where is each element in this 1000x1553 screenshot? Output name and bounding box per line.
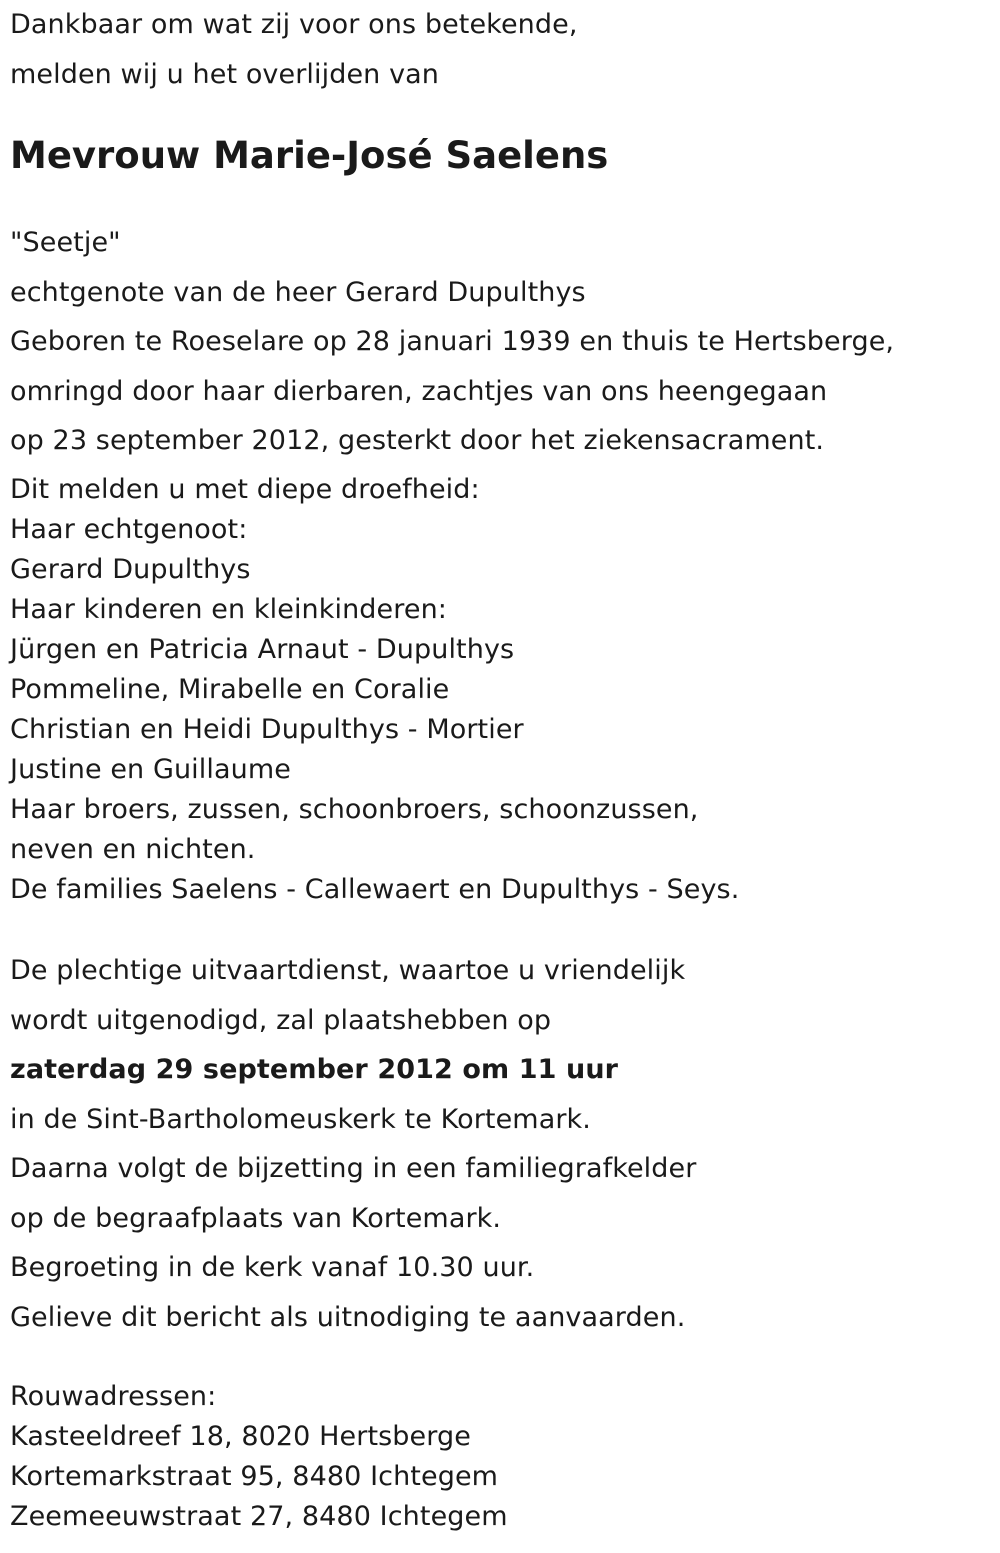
family-line: Christian en Heidi Dupulthys - Mortier <box>10 714 524 745</box>
service-detail-line: in de Sint-Bartholomeuskerk te Kortemark. <box>10 1104 591 1135</box>
bio-line: omringd door haar dierbaren, zachtjes van ons heengegaan <box>10 376 828 407</box>
address-line: Zeemeeuwstraat 27, 8480 Ichtegem <box>10 1501 508 1532</box>
family-line: Haar echtgenoot: <box>10 514 248 545</box>
addresses-heading: Rouwadressen: <box>10 1381 217 1412</box>
service-detail-line: Daarna volgt de bijzetting in een familiegrafkelder <box>10 1153 697 1184</box>
family-line: Jürgen en Patricia Arnaut - Dupulthys <box>10 634 515 665</box>
nickname: "Seetje" <box>10 227 121 258</box>
bio-line: op 23 september 2012, gesterkt door het ziekensacrament. <box>10 425 825 456</box>
bio-line: Geboren te Roeselare op 28 januari 1939 en thuis te Hertsberge, <box>10 326 895 357</box>
family-line: Justine en Guillaume <box>10 754 291 785</box>
intro-line: Dankbaar om wat zij voor ons betekende, <box>10 9 578 40</box>
family-line: De families Saelens - Callewaert en Dupulthys - Seys. <box>10 874 740 905</box>
intro-line: melden wij u het overlijden van <box>10 59 440 90</box>
service-intro-line: wordt uitgenodigd, zal plaatshebben op <box>10 1005 552 1036</box>
family-line: Pommeline, Mirabelle en Coralie <box>10 674 450 705</box>
service-detail-line: Begroeting in de kerk vanaf 10.30 uur. <box>10 1252 535 1283</box>
deceased-name-title: Mevrouw Marie-José Saelens <box>10 134 609 177</box>
address-line: Kasteeldreef 18, 8020 Hertsberge <box>10 1421 471 1452</box>
family-line: Haar kinderen en kleinkinderen: <box>10 594 447 625</box>
service-intro-line: De plechtige uitvaartdienst, waartoe u vriendelijk <box>10 955 686 986</box>
bio-line: echtgenote van de heer Gerard Dupulthys <box>10 277 586 308</box>
service-detail-line: Gelieve dit bericht als uitnodiging te aanvaarden. <box>10 1302 686 1333</box>
address-line: Kortemarkstraat 95, 8480 Ichtegem <box>10 1461 499 1492</box>
family-line: Dit melden u met diepe droefheid: <box>10 474 480 505</box>
family-line: Haar broers, zussen, schoonbroers, schoonzussen, <box>10 794 699 825</box>
service-detail-line: op de begraafplaats van Kortemark. <box>10 1203 502 1234</box>
family-line: Gerard Dupulthys <box>10 554 251 585</box>
service-date: zaterdag 29 september 2012 om 11 uur <box>10 1054 619 1085</box>
family-line: neven en nichten. <box>10 834 256 865</box>
